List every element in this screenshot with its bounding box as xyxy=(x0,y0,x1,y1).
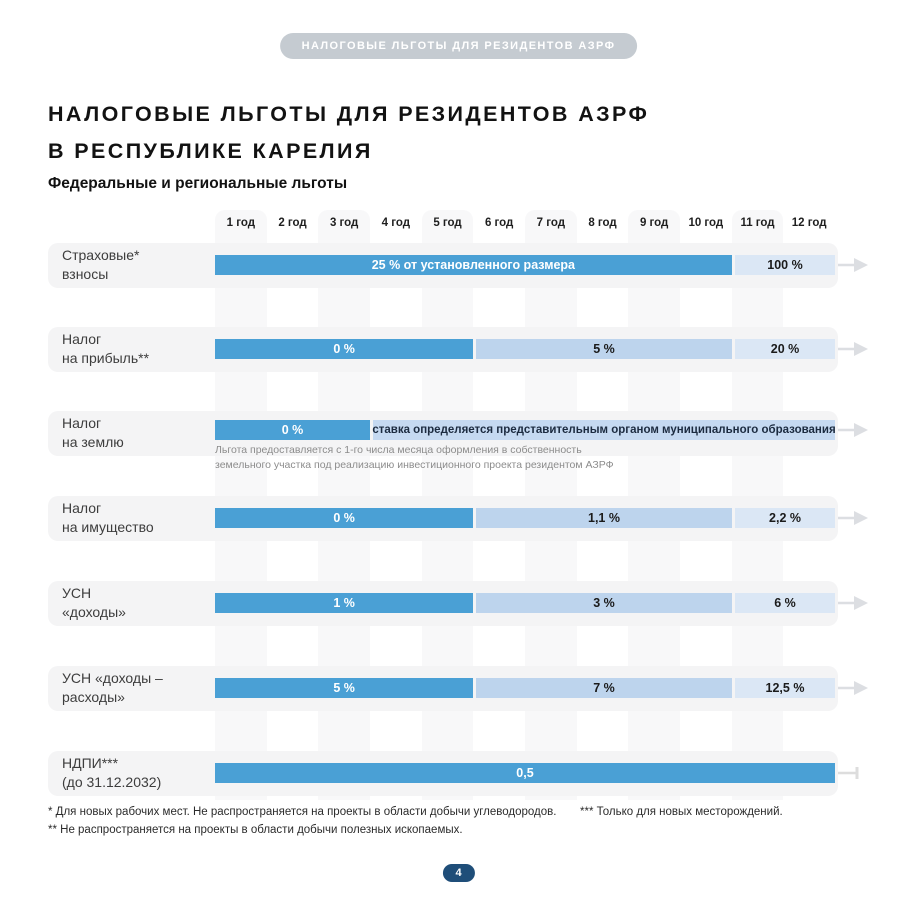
bar-segment: 0 % xyxy=(215,339,473,359)
bar-segment: 2,2 % xyxy=(735,508,835,528)
footnote-1: * Для новых рабочих мест. Не распространяется на проекты в области добычи углеводородов. xyxy=(48,806,557,818)
footnote-3: *** Только для новых месторождений. xyxy=(580,806,783,818)
arrow-right-icon xyxy=(838,422,868,438)
bar-segment: 3 % xyxy=(476,593,731,613)
arrow-right-icon xyxy=(838,595,868,611)
bar-segment: 6 % xyxy=(735,593,835,613)
bar-segment: 5 % xyxy=(215,678,473,698)
column-header: 6 год xyxy=(484,217,514,229)
page-subtitle: Федеральные и региональные льготы xyxy=(48,175,348,192)
bar-segment: 7 % xyxy=(476,678,731,698)
footnote-2: ** Не распространяется на проекты в области добычи полезных ископаемых. xyxy=(48,824,463,836)
bar-segment: 0,5 xyxy=(215,763,835,783)
arrow-right-icon xyxy=(838,510,868,526)
page-title-line1: НАЛОГОВЫЕ ЛЬГОТЫ ДЛЯ РЕЗИДЕНТОВ АЗРФ xyxy=(48,102,650,126)
page-number-badge: 4 xyxy=(442,864,474,882)
header-badge: НАЛОГОВЫЕ ЛЬГОТЫ ДЛЯ РЕЗИДЕНТОВ АЗРФ xyxy=(280,33,638,59)
bar-segment: 20 % xyxy=(735,339,835,359)
row-subnote-line1: Льгота предоставляется с 1-го числа месяца оформления в собственность xyxy=(215,444,582,456)
row-label: Налог на землю xyxy=(62,415,124,450)
end-stop-icon xyxy=(838,765,868,781)
bar-segment: 1 % xyxy=(215,593,473,613)
column-header: 9 год xyxy=(639,217,669,229)
column-header: 1 год xyxy=(226,217,256,229)
bar-segment: 100 % xyxy=(735,255,835,275)
column-header: 8 год xyxy=(588,217,617,229)
arrow-right-icon xyxy=(838,680,868,696)
column-header: 12 год xyxy=(791,217,827,229)
bar-segment: 5 % xyxy=(476,339,731,359)
arrow-right-icon xyxy=(838,257,868,273)
column-header: 11 год xyxy=(740,217,775,229)
bar-segment: 25 % от установленного размера xyxy=(215,255,732,275)
row-label: УСН «доходы – расходы» xyxy=(62,670,163,705)
row-subnote-line2: земельного участка под реализацию инвестиционного проекта резидентом АЗРФ xyxy=(215,459,614,471)
column-header: 5 год xyxy=(433,217,462,229)
row-label: НДПИ*** (до 31.12.2032) xyxy=(62,755,162,790)
column-header: 3 год xyxy=(329,217,359,229)
bar-segment-note: ставка определяется представительным органом муниципального образования xyxy=(373,420,835,440)
row-label: Налог на имущество xyxy=(62,500,154,535)
column-header: 4 год xyxy=(381,217,411,229)
row-label: Страховые* взносы xyxy=(62,247,140,282)
bar-segment: 12,5 % xyxy=(735,678,835,698)
row-label: УСН «доходы» xyxy=(62,585,126,620)
bar-segment: 1,1 % xyxy=(476,508,731,528)
bar-segment: 0 % xyxy=(215,420,370,440)
column-header: 10 год xyxy=(688,217,724,229)
column-header: 2 год xyxy=(278,217,307,229)
bar-segment: 0 % xyxy=(215,508,473,528)
arrow-right-icon xyxy=(838,341,868,357)
column-header: 7 год xyxy=(536,217,566,229)
page-title-line2: В РЕСПУБЛИКЕ КАРЕЛИЯ xyxy=(48,139,373,163)
row-label: Налог на прибыль** xyxy=(62,331,150,366)
